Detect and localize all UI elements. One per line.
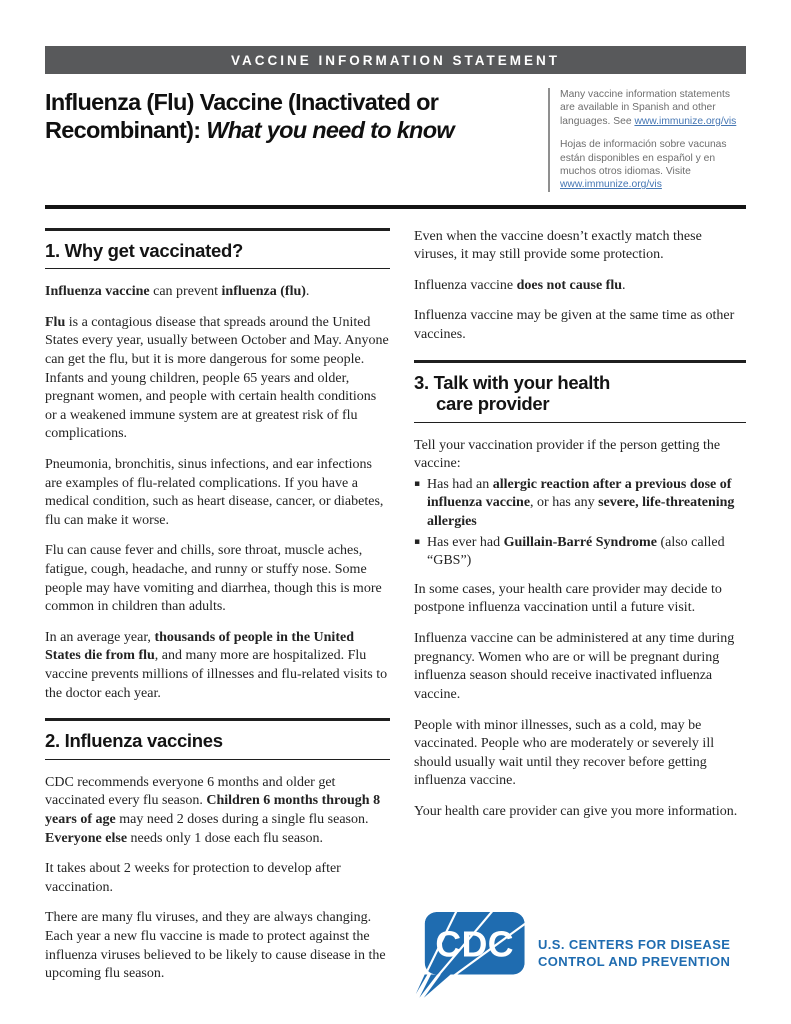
right-column-content: [414, 228, 746, 822]
bullet-icon: ▪: [414, 479, 421, 490]
text: needs only 1 dose each flu season.: [127, 830, 323, 846]
bullet-text: [427, 534, 746, 571]
heading-rule-bottom: [45, 759, 390, 760]
cdc-org-name: [538, 937, 730, 971]
heading-rule-bottom: [414, 422, 746, 423]
bullet-icon: ▪: [414, 537, 421, 548]
immunize-link-english[interactable]: www.immunize.org/vis: [634, 115, 737, 127]
text: In an average year,: [45, 629, 155, 645]
paragraph: [414, 630, 746, 704]
text: It takes about 2 weeks for protection to develop after vaccination.: [45, 861, 341, 895]
page-title-emphasis: What you need to know: [206, 117, 454, 144]
text: is a contagious disease that spreads around the United States every year, usually between October and May. Anyone can get the flu, but it is more dangerous for some people. Infants and young children, people 65 years and older, pregnant women, and people with certain health conditions or a weakened immune system are at greatest risk of flu complications.: [45, 314, 389, 442]
language-info-box: [548, 88, 746, 192]
text: People with minor illnesses, such as a cold, may be vaccinated. People who are moderately or severely ill should usually wait until they recover before getting influenza vaccine.: [414, 717, 715, 789]
language-note-english: [560, 88, 746, 128]
bold-text: Children 6 months through 8 years of age: [45, 793, 381, 827]
bold-text: Influenza vaccine: [45, 284, 150, 300]
paragraph: [45, 456, 390, 530]
cdc-acronym: CDC: [435, 924, 514, 965]
text: There are many flu viruses, and they are always changing. Each year a new flu vaccine is made to protect against the influenza viruses believed to be likely to cause disease in the upcoming flu season.: [45, 910, 386, 982]
content-columns: [45, 228, 746, 998]
text: can prevent: [149, 284, 222, 300]
immunize-link-spanish[interactable]: www.immunize.org/vis: [560, 179, 662, 191]
right-column: [414, 228, 746, 998]
paragraph: [414, 581, 746, 618]
section-heading: [414, 360, 746, 423]
heading-line: 1. Why get vaccinated?: [45, 239, 243, 261]
text: , and many more are hospitalized. Flu vaccine prevents millions of illnesses and flu-related visits to the doctor each year.: [45, 648, 388, 701]
language-note-spanish: [560, 138, 746, 192]
paragraph: [414, 717, 746, 791]
language-note-english-text: Many vaccine information statements are available in Spanish and other languages. See: [560, 89, 730, 127]
text: .: [305, 284, 310, 300]
text: , or has any: [530, 495, 599, 511]
text: In some cases, your health care provider may decide to postpone influenza vaccination until a future visit.: [414, 581, 722, 616]
paragraph: [414, 803, 746, 822]
text: Influenza vaccine can be administered at any time during pregnancy. Women who are or will be pregnant during influenza season should receive inactivated influenza vaccine.: [414, 631, 735, 702]
cdc-logo-icon: [414, 910, 530, 998]
heading-rule-bottom: [45, 268, 390, 269]
bullet-item: [414, 534, 746, 571]
text: Has had an: [427, 476, 493, 492]
bold-text: influenza (flu): [221, 284, 306, 300]
paragraph: [414, 277, 746, 296]
page-title: [45, 88, 548, 192]
section-heading-text: [414, 363, 746, 422]
section-heading-text: [45, 231, 390, 268]
text: Pneumonia, bronchitis, sinus infections, and ear infections are examples of flu-related complications. If you have a medical condition, such as heart disease, cancer, or diabetes, flu can make it worse.: [45, 456, 384, 528]
text: may need 2 doses during a single flu season.: [115, 811, 369, 827]
bold-text: thousands of people in the United States die from flu: [45, 629, 354, 664]
bold-text: does not cause flu: [516, 277, 623, 293]
section-heading: [45, 718, 390, 759]
paragraph: [45, 314, 390, 444]
text: Influenza vaccine may be given at the same time as other vaccines.: [414, 308, 735, 343]
left-column: [45, 228, 390, 998]
title-row: [45, 88, 746, 192]
text: Flu can cause fever and chills, sore throat, muscle aches, fatigue, cough, headache, and runny or stuffy nose. Some people may have vomiting and diarrhea, though this is more common in children than adults.: [45, 543, 382, 615]
bullet-text: [427, 476, 746, 532]
paragraph: [414, 307, 746, 344]
text: Influenza vaccine: [414, 277, 517, 293]
heading-line: 3. Talk with your health: [414, 371, 610, 393]
text: Even when the vaccine doesn’t exactly match these viruses, it may still provide some protection.: [414, 228, 702, 263]
text: Tell your vaccination provider if the person getting the vaccine:: [414, 437, 721, 472]
text: CDC recommends everyone 6 months and older get vaccinated every flu season.: [45, 774, 336, 809]
paragraph: [414, 228, 746, 265]
bold-text: Flu: [45, 314, 66, 330]
text: .: [622, 277, 626, 293]
cdc-logo: [414, 910, 746, 998]
text: Your health care provider can give you more information.: [414, 803, 738, 819]
bold-text: allergic reaction after a previous dose of influenza vaccine: [427, 476, 732, 511]
page-title-main: Influenza (Flu) Vaccine (Inactivated or Recombinant):: [45, 89, 439, 144]
section-heading: [45, 228, 390, 269]
cdc-org-line1: U.S. CENTERS FOR DISEASE: [538, 936, 731, 952]
paragraph: [45, 909, 390, 983]
vis-banner: VACCINE INFORMATION STATEMENT: [45, 46, 746, 74]
paragraph: [45, 860, 390, 897]
cdc-org-line2: CONTROL AND PREVENTION: [538, 953, 731, 969]
bold-text: Guillain-Barré Syndrome: [503, 534, 657, 550]
language-note-spanish-text: Hojas de información sobre vacunas están disponibles en español y en muchos otros idiomas. Visite: [560, 139, 727, 177]
bullet-item: [414, 476, 746, 532]
paragraph: [45, 283, 390, 302]
bold-text: Everyone else: [45, 830, 128, 846]
heading-line: care provider: [436, 393, 550, 415]
heading-line: 2. Influenza vaccines: [45, 730, 223, 752]
section-heading-text: [45, 721, 390, 758]
paragraph: [45, 629, 390, 703]
text: (also called “GBS”): [427, 534, 725, 569]
paragraph: [414, 437, 746, 474]
bold-text: severe, life-threatening allergies: [427, 495, 735, 530]
paragraph: [45, 542, 390, 616]
paragraph: [45, 774, 390, 848]
text: Has ever had: [427, 534, 504, 550]
title-divider: [45, 205, 746, 209]
